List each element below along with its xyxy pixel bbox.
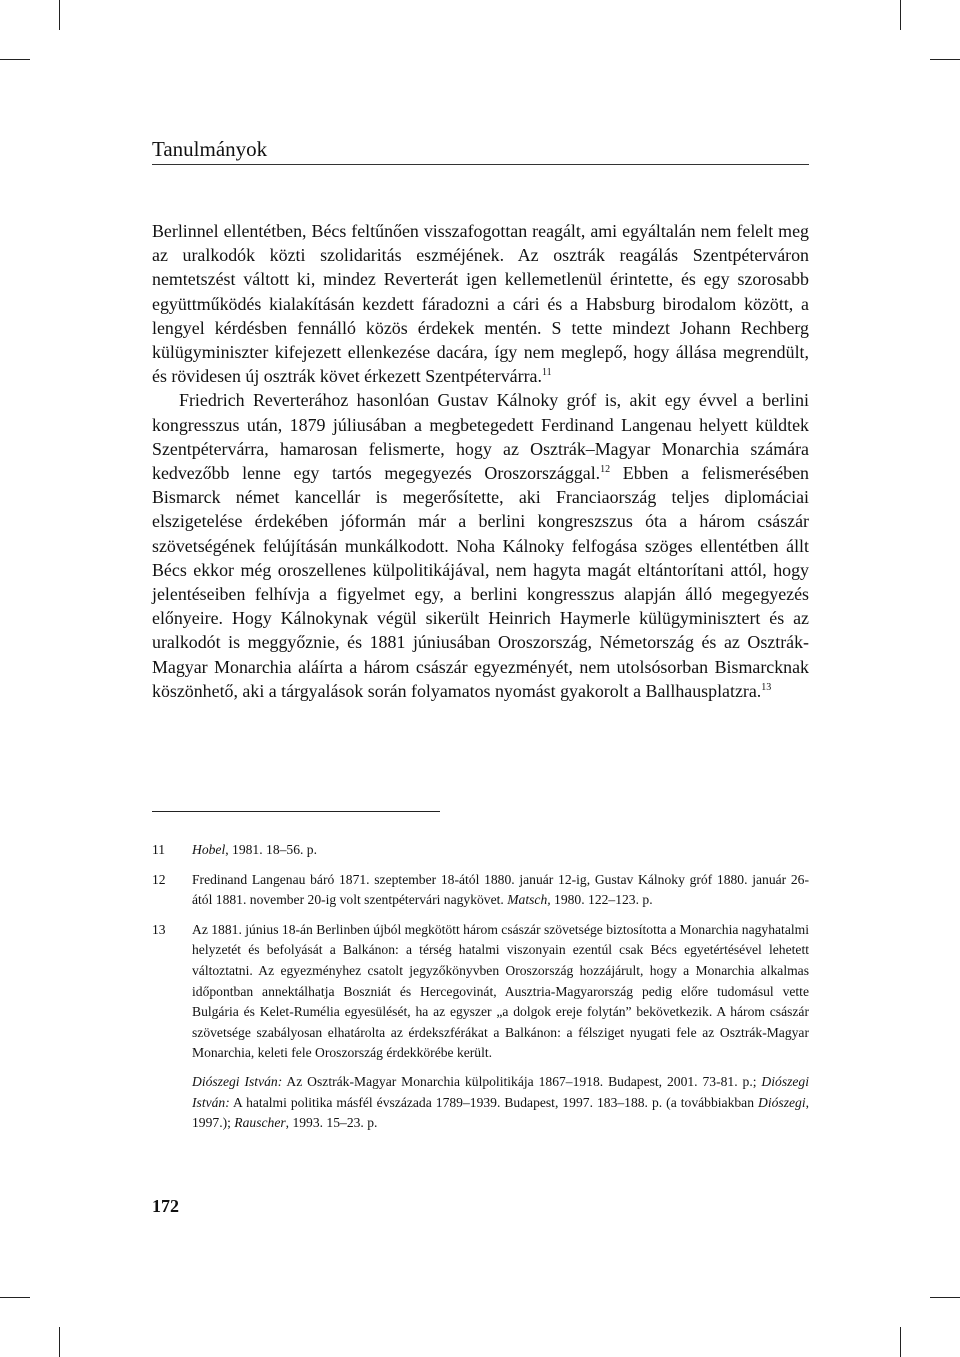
crop-mark-top-left (59, 0, 60, 30)
crop-mark-left-top (0, 59, 30, 60)
footnote-author: Hobel (192, 842, 226, 857)
footnote-body (192, 870, 809, 911)
footnote-ref-13[interactable]: 13 (761, 681, 772, 693)
crop-mark-right-bottom (930, 1297, 960, 1298)
footnote-number: 12 (152, 871, 166, 887)
paragraph-2-text-a: Friedrich Reverterához hasonlóan Gustav Kálnoky gróf is, akit egy évvel a berlini kongresszus után, 1879 júliusában a megbetegedett Ferdinand Langenau helyett küldtek Szentpétervárra, hamarosan felismerte, hogy az Osztrák–Magyar Monarchia számára kedvezőbb lenne egy tartós megegyezés Oroszországgal. (152, 390, 809, 484)
page-number: 172 (152, 1196, 179, 1216)
paragraph-1 (152, 219, 809, 388)
paragraph-2 (152, 388, 809, 703)
body-text (152, 219, 809, 703)
footnote-number: 11 (152, 842, 166, 857)
footnote-text: Az Osztrák-Magyar Monarchia külpolitikája 1867–1918. Budapest, 2001. 73-81. p.; (282, 1073, 762, 1089)
footnote-author: Diószegi István: (192, 1073, 809, 1110)
footnote-author: Diószegi István: (192, 1073, 283, 1089)
paragraph-2-text-b: Ebben a felismerésében Bismarck német kancellár is megerősítette, aki Franciaország teljes diplomáciai elszigetelése érdekében jóformán már a berlini kongreszszus óta a három császár szövetségének felújításán munkálkodott. Noha Kálnoky felfogása szöges ellentétben állt Bécs ekkor még oroszellenes külpolitikájával, nem hagyta magát eltántorítani attól, hogy jelentéseiben felhívja a figyelmet egy, a berlini kongresszus alapján álló megegyezés előnyeire. Hogy Kálnokynak végül sikerült Heinrich Haymerle külügyminisztert és az uralkodót is meggyőznie, és 1881 júniusában Oroszország, Németország és az Osztrák-Magyar Monarchia aláírta a három császár egyezményét, nem utolsósorban Bismarcknak köszönhető, aki a tárgyalások során folyamatos nyomást gyakorolt a Ballhausplatzra. (152, 463, 809, 701)
footnote-text: , 1997.); (192, 1094, 809, 1131)
footnote-13 (152, 920, 809, 1134)
footnote-number: 13 (152, 921, 166, 937)
footnote-references (192, 1072, 809, 1134)
footnote-author: Matsch, (507, 892, 551, 908)
footnote-body (192, 840, 809, 861)
footnote-separator (152, 811, 440, 812)
paragraph-1-text: Berlinnel ellentétben, Bécs feltűnően visszafogottan reagált, ami egyáltalán nem felelt meg az uralkodók közti szolidaritás eszméjének. Az osztrák reagálás Szentpéterváron nemtetszést váltott ki, mindez Reverterát igen kellemetlenül érintette, és egy szorosabb együttműködés kialakításán kezdett fáradozni a cári és a Habsburg birodalom között, a lengyel kérdésben fennálló közös érdekek mentén. S tette mindezt Johann Rechberg külügyminiszter kifejezett ellenkezése dacára, így nem meglepő, hogy állása megrendült, és rövidesen új osztrák követ érkezett Szentpétervárra. (152, 221, 809, 387)
footnote-author: Rauscher (234, 1115, 286, 1131)
header-rule (152, 164, 809, 165)
footnote-12 (152, 870, 809, 911)
footnote-text: , 1981. 18–56. p. (225, 842, 317, 857)
footnote-author: Diószegi (758, 1094, 806, 1110)
footnote-ref-11[interactable]: 11 (541, 367, 552, 379)
footnotes (152, 840, 809, 1143)
crop-mark-left-bottom (0, 1297, 30, 1298)
footnote-ref-12[interactable]: 12 (600, 464, 611, 476)
footnote-text: A hatalmi politika másfél évszázada 1789–1939. Budapest, 1997. 183–188. p. (a továbbiakban (229, 1094, 759, 1110)
footnote-body (192, 920, 809, 1134)
footnote-text: , 1993. 15–23. p. (285, 1115, 378, 1131)
crop-mark-bottom-left (59, 1327, 60, 1357)
footnote-11 (152, 840, 809, 861)
crop-mark-right-top (930, 59, 960, 60)
running-head: Tanulmányok (152, 137, 268, 161)
footnote-paragraph: Az 1881. június 18-án Berlinben újból megkötött három császár szövetsége biztosította a Monarchia nagyhatalmi helyzetét és befolyását a Balkánon: a térség hatalmi viszonyain ezentúl csak Bécs egyetértésével lehetett változtatni. Az egyezményhez csatolt jegyzőkönyvben Oroszország hozzájárult, hogy a Monarchia alkalmas időpontban annektálhatja Boszniát és Hercegovinát, Ausztria-Magyarország pedig előre tudomásul vette Bulgária és Kelet-Rumélia egyesülését, ha az egyszer „a dolgok ereje folytán” bekövetkezik. A három császár szövetsége szabályosan elhatárolta az érdekszférákat a Balkánon: a félsziget nyugati fele az Osztrák-Magyar Monarchia, keleti fele Oroszország érdekkörébe került. (192, 921, 809, 1061)
footnote-text: Fredinand Langenau báró 1871. szeptember 18-ától 1880. január 12-ig, Gustav Kálnoky gróf 1880. január 26-ától 1881. november 20-ig volt szentpétervári nagykövet. (192, 871, 809, 908)
crop-mark-bottom-right (900, 1327, 901, 1357)
crop-mark-top-right (900, 0, 901, 30)
footnote-text: 1980. 122–123. p. (550, 892, 653, 908)
